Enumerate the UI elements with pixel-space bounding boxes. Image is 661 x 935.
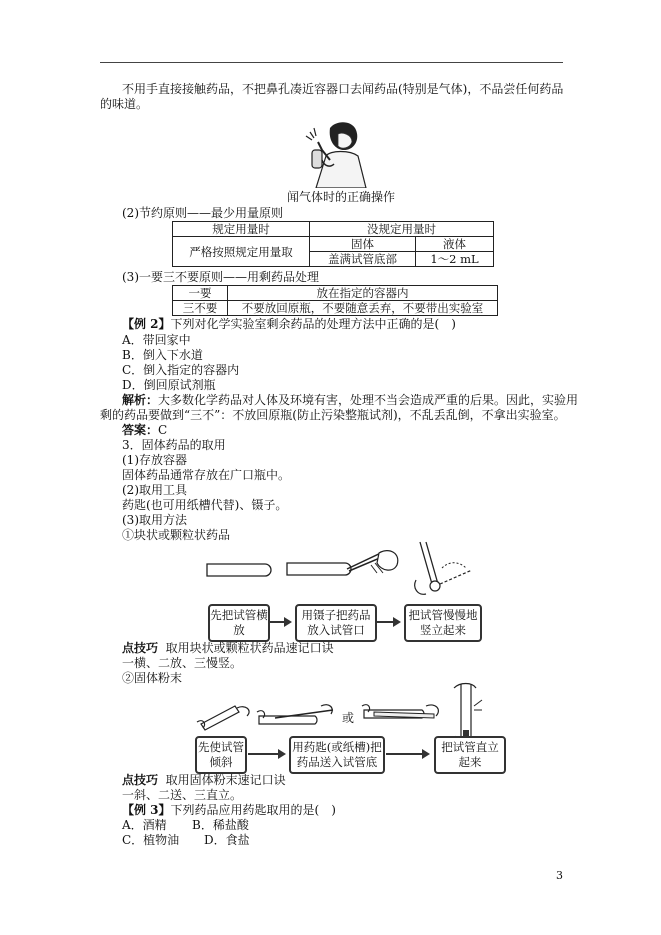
test-tube-horizontal-illustration bbox=[205, 560, 275, 580]
arrow-icon bbox=[270, 621, 290, 623]
tip-line bbox=[122, 773, 286, 788]
arrow-icon bbox=[386, 753, 428, 755]
tip-label: 点技巧 bbox=[122, 641, 159, 655]
option: B．倒入下水道 bbox=[122, 348, 203, 362]
table-cell: 不要放回原瓶，不要随意丢弃，不要带出实验室 bbox=[228, 301, 498, 316]
text-line: ①块状或颗粒状药品 bbox=[122, 528, 231, 542]
option: A．带回家中 bbox=[122, 333, 191, 347]
option: B．稀盐酸 bbox=[192, 818, 249, 832]
analysis-line-2: 剩的药品要做到“三不”：不放回原瓶(防止污染整瓶试剂)，不乱丢乱倒，不拿出实验室。 bbox=[100, 408, 566, 422]
or-label: 或 bbox=[342, 711, 355, 725]
example-tag: 【例 3】 bbox=[122, 803, 171, 817]
option: A．酒精 bbox=[122, 818, 167, 832]
example-tag: 【例 2】 bbox=[122, 317, 171, 331]
tip-rhyme: 一横、二放、三慢竖。 bbox=[122, 656, 243, 670]
table-cell: 液体 bbox=[416, 237, 494, 252]
leftover-table bbox=[172, 285, 498, 316]
flow1-step-3: 把试管慢慢地竖立起来 bbox=[404, 604, 482, 642]
table-cell: 1～2 mL bbox=[416, 252, 494, 267]
tip-line bbox=[122, 641, 334, 656]
section-heading: (3)一要三不要原则——用剩药品处理 bbox=[122, 270, 319, 284]
flow2-step-2: 用药匙(或纸槽)把药品送入试管底 bbox=[289, 736, 385, 774]
smelling-figure bbox=[300, 120, 380, 188]
figure-caption: 闻气体时的正确操作 bbox=[287, 190, 396, 204]
section-heading: 3．固体药品的取用 bbox=[122, 438, 226, 452]
tip-label: 点技巧 bbox=[122, 773, 159, 787]
text-line: 固体药品通常存放在广口瓶中。 bbox=[122, 468, 291, 482]
subheading: (3)取用方法 bbox=[122, 513, 187, 527]
arrow-icon bbox=[248, 753, 284, 755]
tilted-tube-illustration bbox=[195, 698, 255, 732]
tweezers-illustration bbox=[285, 545, 405, 581]
example-2-question bbox=[122, 317, 456, 332]
table-cell: 放在指定的容器内 bbox=[228, 286, 498, 301]
tip-text: 取用固体粉末速记口诀 bbox=[165, 773, 286, 787]
page-number: 3 bbox=[556, 869, 563, 882]
option: C．倒入指定的容器内 bbox=[122, 363, 240, 377]
example-3-question bbox=[122, 803, 336, 818]
flow2-step-3: 把试管直立起来 bbox=[434, 736, 506, 774]
tip-rhyme: 一斜、二送、三直立。 bbox=[122, 788, 243, 802]
table-cell: 盖满试管底部 bbox=[310, 252, 416, 267]
subheading: ②固体粉末 bbox=[122, 671, 183, 685]
flow1-step-2: 用镊子把药品放入试管口 bbox=[295, 604, 377, 642]
table-cell: 固体 bbox=[310, 237, 416, 252]
flow1-step-1: 先把试管横放 bbox=[208, 604, 270, 642]
paper-trough-illustration bbox=[360, 700, 442, 726]
arrow-icon bbox=[377, 621, 399, 623]
subheading: (1)存放容器 bbox=[122, 453, 187, 467]
option: D．食盐 bbox=[204, 833, 250, 847]
table-header: 规定用量时 bbox=[173, 222, 310, 237]
answer-line bbox=[122, 423, 167, 438]
tube-erecting-illustration bbox=[410, 540, 480, 600]
text-line: 不用手直接接触药品，不把鼻孔凑近容器口去闻药品(特别是气体)，不品尝任何药品 bbox=[122, 82, 564, 96]
question-text: 下列药品应用药匙取用的是( ) bbox=[170, 803, 336, 817]
section-heading: (2)节约原则——最少用量原则 bbox=[122, 206, 283, 220]
answer-value: C bbox=[158, 423, 168, 437]
answer-label: 答案： bbox=[122, 423, 159, 437]
text-line: 的味道。 bbox=[100, 97, 149, 111]
analysis-text: 大多数化学药品对人体及环境有害，处理不当会造成严重的后果。因此，实验用 bbox=[158, 393, 579, 407]
table-cell: 严格按照规定用量取 bbox=[173, 237, 310, 267]
subheading: (2)取用工具 bbox=[122, 483, 187, 497]
table-cell: 一要 bbox=[173, 286, 228, 301]
flow2-step-1: 先使试管倾斜 bbox=[195, 736, 247, 774]
table-header: 没规定用量时 bbox=[310, 222, 494, 237]
table-cell: 三不要 bbox=[173, 301, 228, 316]
spatula-illustration bbox=[255, 702, 337, 728]
option: C．植物油 bbox=[122, 833, 180, 847]
analysis-label: 解析： bbox=[122, 393, 159, 407]
header-rule bbox=[100, 62, 563, 63]
dosage-table bbox=[172, 221, 494, 267]
option: D．倒回原试剂瓶 bbox=[122, 378, 216, 392]
text-line: 药匙(也可用纸槽代替)、镊子。 bbox=[122, 498, 288, 512]
tip-text: 取用块状或颗粒状药品速记口诀 bbox=[165, 641, 334, 655]
analysis-line bbox=[122, 393, 578, 408]
question-text: 下列对化学实验室剩余药品的处理方法中正确的是( ) bbox=[170, 317, 456, 331]
